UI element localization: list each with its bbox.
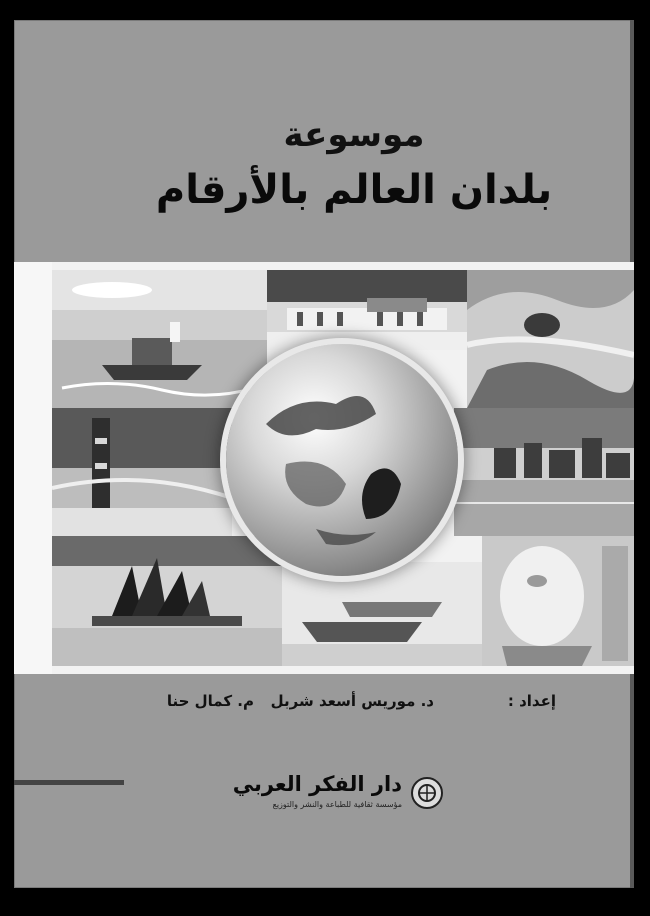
title-block <box>14 115 634 213</box>
author-name: د. موريس أسعد شربل <box>270 692 434 710</box>
photo-tower-bridge <box>52 408 232 536</box>
series-title: موسوعة <box>283 115 425 155</box>
coauthor-name: م. كمال حنا <box>166 692 254 710</box>
photo-waterfront <box>454 408 634 536</box>
prepared-by-label: إعداد : <box>507 692 556 710</box>
publisher-logo-icon <box>410 776 444 810</box>
photo-palace <box>267 270 467 350</box>
decorative-rule <box>14 780 124 785</box>
publisher-tagline: مؤسسة ثقافية للطباعة والنشر والتوزيع <box>272 800 402 809</box>
book-cover <box>14 20 634 888</box>
photo-aerial-map <box>467 270 634 408</box>
main-title: بلدان العالم بالأرقام <box>155 167 553 213</box>
photo-collage <box>14 262 634 674</box>
authors-row <box>14 692 634 718</box>
publisher-name: دار الفكر العربي <box>232 772 402 796</box>
publisher-block <box>232 772 444 818</box>
photo-boats <box>282 562 482 666</box>
collage-left-band <box>14 262 52 674</box>
photo-sphinx <box>482 536 634 666</box>
globe-image <box>226 344 458 576</box>
